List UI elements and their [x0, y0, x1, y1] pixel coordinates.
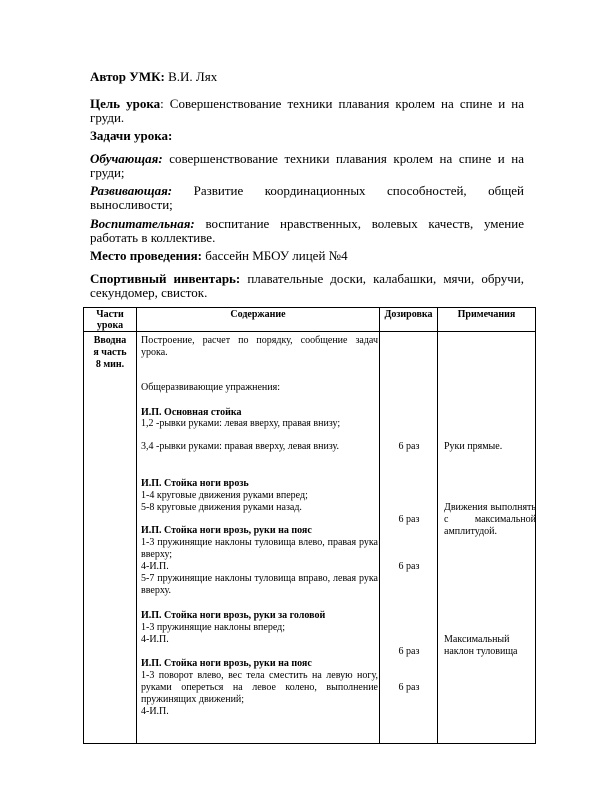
venue-line	[90, 249, 524, 263]
educational-label: Воспитательная:	[90, 216, 195, 231]
content-line: 1-3 поворот влево, вес тела сместить на левую ногу, руками опереться на левое колено, выполнение пружинящих движений;	[141, 670, 378, 705]
note-text: Максимальный наклон туловища	[444, 634, 518, 657]
header-notes: Примечания	[438, 308, 536, 332]
header-parts: Части урока	[84, 308, 137, 332]
content-line: 1-3 пружинящие наклоны вперед;	[141, 622, 286, 633]
content-title: И.П. Стойка ноги врозь, руки за головой	[141, 610, 326, 621]
dosage-value: 6 раз	[398, 646, 420, 657]
header-content: Содержание	[137, 308, 380, 332]
content-cell	[137, 332, 380, 744]
note-text: Движения выполнять с максимальной амплитудой.	[444, 502, 536, 537]
content-title: И.П. Стойка ноги врозь, руки на пояс	[141, 658, 312, 669]
note-text: Руки прямые.	[444, 441, 503, 452]
notes-cell	[438, 332, 536, 744]
author-label: Автор УМК:	[90, 69, 165, 84]
equipment-label: Спортивный инвентарь:	[90, 271, 241, 286]
content-line: 3,4 -рывки руками: правая вверху, левая внизу.	[141, 441, 340, 452]
table-header-row	[84, 308, 536, 332]
content-line: 4-И.П.	[141, 634, 169, 645]
content-title: И.П. Стойка ноги врозь, руки на пояс	[141, 525, 312, 536]
content-line: Построение, расчет по порядку, сообщение задач урока.	[141, 335, 378, 358]
author-value: В.И. Лях	[164, 69, 218, 84]
content-line: 4-И.П.	[141, 706, 169, 717]
content-line: 1-3 пружинящие наклоны туловища влево, правая рука вверху;	[141, 537, 378, 560]
task-educational	[90, 217, 524, 245]
educational-value: воспитание нравственных, волевых качеств, умение работать в коллективе.	[90, 216, 524, 245]
part-cell	[84, 332, 137, 744]
table-row	[84, 332, 536, 744]
lesson-plan-table	[83, 307, 536, 744]
goal-value: : Совершенствование техники плавания кролем на спине и на груди.	[90, 96, 524, 125]
venue-label: Место проведения:	[90, 248, 202, 263]
header-dosage: Дозировка	[380, 308, 438, 332]
equipment-value: плавательные доски, калабашки, мячи, обручи, секундомер, свисток.	[90, 271, 525, 300]
content-line: Общеразвивающие упражнения:	[141, 382, 280, 393]
content-line: 1,2 -рывки руками: левая вверху, правая внизу;	[141, 418, 341, 429]
author-line	[90, 70, 524, 84]
dosage-value: 6 раз	[398, 441, 420, 452]
dosage-cell	[380, 332, 438, 744]
content-line: 5-7 пружинящие наклоны туловища вправо, левая рука вверху.	[141, 573, 378, 596]
part-label: Вводная часть 8 мин.	[93, 335, 127, 370]
task-teaching	[90, 152, 524, 180]
developing-label: Развивающая:	[90, 183, 173, 198]
tasks-heading: Задачи урока:	[90, 128, 173, 143]
goal-label: Цель урока	[90, 96, 161, 111]
teaching-label: Обучающая:	[90, 151, 163, 166]
teaching-value: совершенствование техники плавания кролем на спине и на груди;	[90, 151, 524, 180]
content-title: И.П. Основная стойка	[141, 407, 242, 418]
content-line: 5-8 круговые движения руками назад.	[141, 502, 302, 513]
developing-value: Развитие координационных способностей, общей выносливости;	[90, 183, 524, 212]
venue-value: бассейн МБОУ лицей №4	[201, 248, 348, 263]
dosage-value: 6 раз	[398, 561, 420, 572]
task-developing	[90, 184, 524, 212]
content-line: 1-4 круговые движения руками вперед;	[141, 490, 308, 501]
dosage-value: 6 раз	[398, 514, 420, 525]
lesson-goal	[90, 97, 524, 125]
content-line: 4-И.П.	[141, 561, 169, 572]
equipment-line	[90, 272, 524, 300]
dosage-value: 6 раз	[398, 682, 420, 693]
content-title: И.П. Стойка ноги врозь	[141, 478, 249, 489]
